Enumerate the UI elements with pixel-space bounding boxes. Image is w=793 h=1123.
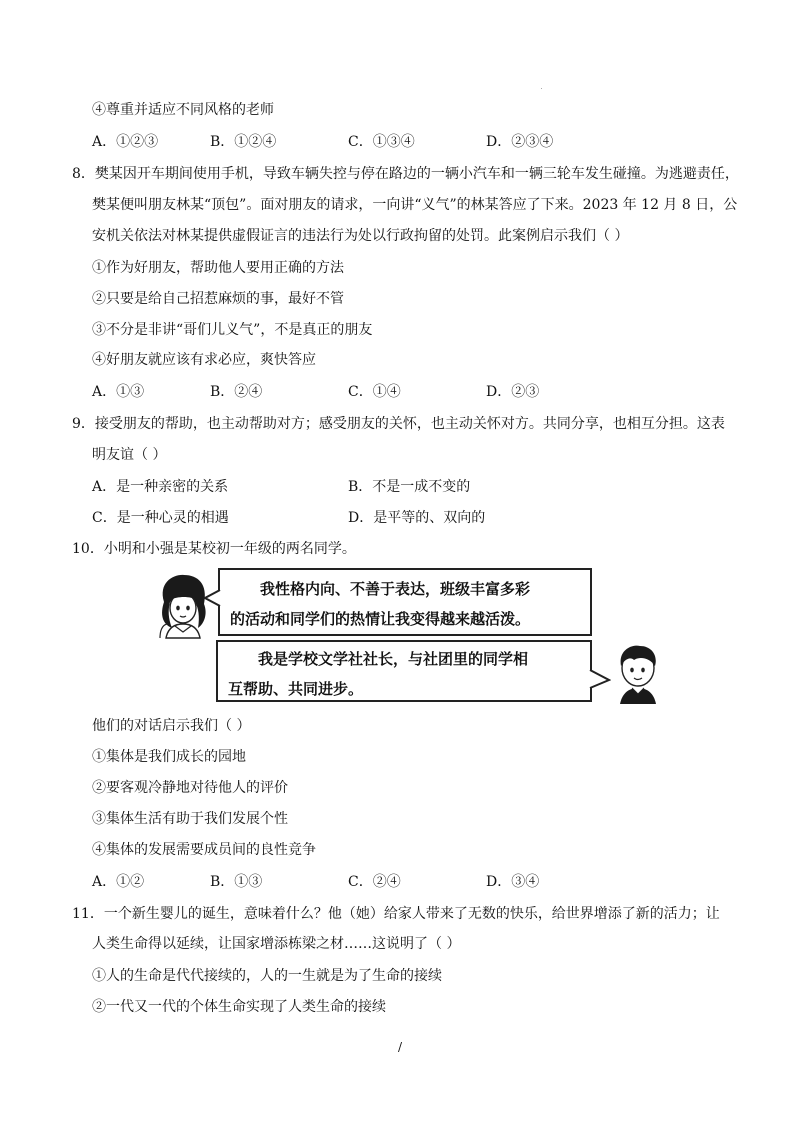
q7-item-4: ④尊重并适应不同风格的老师 <box>92 102 274 118</box>
q10-option-c[interactable]: C．②④ <box>348 874 401 890</box>
q8-item-2: ②只要是给自己招惹麻烦的事，最好不管 <box>92 291 344 307</box>
q8-stem-line-1: 8．樊某因开车期间使用手机，导致车辆失控与停在路边的一辆小汽车和一辆三轮车发生碰撞。为逃避责任， <box>72 166 739 182</box>
q8-option-b[interactable]: B．②④ <box>210 384 263 400</box>
q8-stem-line-3: 安机关依法对林某提供虚假证言的违法行为处以行政拘留的处罚。此案例启示我们（ ） <box>92 228 629 244</box>
girl-speech-line-1: 我性格内向、不善于表达，班级丰富多彩 <box>260 580 531 598</box>
q10-item-1: ①集体是我们成长的园地 <box>92 749 246 765</box>
q10-stem: 10．小明和小强是某校初一年级的两名同学。 <box>72 541 356 557</box>
q7-option-a[interactable]: A．①②③ <box>92 134 159 150</box>
q7-option-b[interactable]: B．①②④ <box>210 134 277 150</box>
q8-stem-line-2: 樊某便叫朋友林某“顶包”。面对朋友的请求，一向讲“义气”的林某答应了下来。2023 年 12 月 8 日，公 <box>92 197 738 213</box>
boy-speech-bubble <box>216 640 592 702</box>
q10-option-b[interactable]: B．①③ <box>210 874 263 890</box>
q9-option-b[interactable]: B．不是一成不变的 <box>348 479 471 495</box>
q8-option-a[interactable]: A．①③ <box>92 384 145 400</box>
q9-stem-line-2: 明友谊（ ） <box>92 447 167 463</box>
boy-illustration <box>610 642 666 706</box>
q10-option-a[interactable]: A．①② <box>92 874 145 890</box>
boy-bubble-tail <box>589 668 611 690</box>
q11-stem-line-1: 11．一个新生婴儿的诞生，意味着什么？他（她）给家人带来了无数的快乐，给世界增添了新的活力；让 <box>72 906 720 922</box>
q7-option-d[interactable]: D．②③④ <box>486 134 554 150</box>
page-footer-mark: / <box>398 1040 403 1054</box>
scan-speck <box>541 88 542 89</box>
boy-speech-line-2: 互帮助、共同进步。 <box>228 680 364 698</box>
q10-item-3: ③集体生活有助于我们发展个性 <box>92 811 288 827</box>
boy-speech-line-1: 我是学校文学社社长，与社团里的同学相 <box>258 650 529 668</box>
q9-option-d[interactable]: D．是平等的、双向的 <box>348 510 486 526</box>
girl-bubble-tail <box>203 588 221 608</box>
q11-item-2: ②一代又一代的个体生命实现了人类生命的接续 <box>92 999 386 1015</box>
q8-option-c[interactable]: C．①④ <box>348 384 401 400</box>
girl-speech-bubble <box>218 568 592 636</box>
q8-option-d[interactable]: D．②③ <box>486 384 540 400</box>
q10-item-4: ④集体的发展需要成员间的良性竞争 <box>92 842 316 858</box>
q8-item-4: ④好朋友就应该有求必应，爽快答应 <box>92 352 316 368</box>
girl-speech-line-2: 的活动和同学们的热情让我变得越来越活泼。 <box>230 610 531 628</box>
q11-stem-line-2: 人类生命得以延续，让国家增添栋梁之材……这说明了（ ） <box>92 936 461 952</box>
q10-item-2: ②要客观冷静地对待他人的评价 <box>92 780 288 796</box>
q11-item-1: ①人的生命是代代接续的，人的一生就是为了生命的接续 <box>92 968 442 984</box>
q10-option-d[interactable]: D．③④ <box>486 874 540 890</box>
q7-option-c[interactable]: C．①③④ <box>348 134 415 150</box>
q9-option-a[interactable]: A．是一种亲密的关系 <box>92 479 229 495</box>
q10-question: 他们的对话启示我们（ ） <box>92 718 251 734</box>
q9-option-c[interactable]: C．是一种心灵的相遇 <box>92 510 229 526</box>
q9-stem-line-1: 9．接受朋友的帮助，也主动帮助对方；感受朋友的关怀，也主动关怀对方。共同分享，也相互分担。这表 <box>72 416 725 432</box>
q8-item-1: ①作为好朋友，帮助他人要用正确的方法 <box>92 260 344 276</box>
q8-item-3: ③不分是非讲“哥们儿义气”，不是真正的朋友 <box>92 322 373 338</box>
